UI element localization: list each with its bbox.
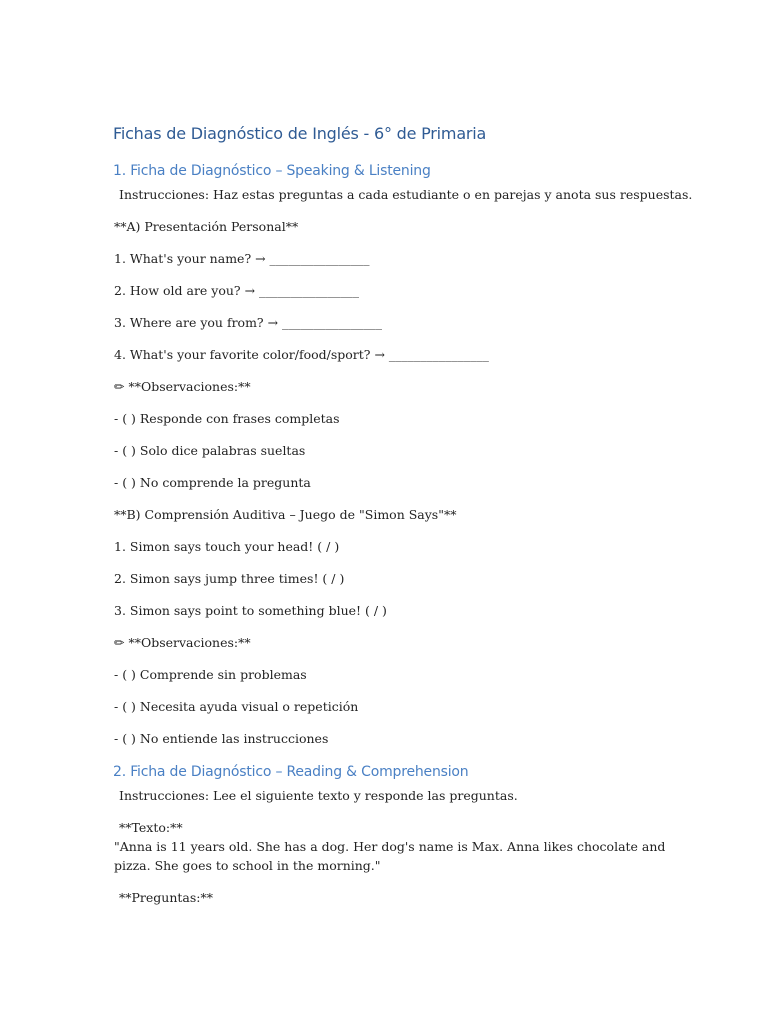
part-a-observations-label: ✏ **Observaciones:**: [114, 379, 251, 394]
part-b-heading: **B) Comprensión Auditiva – Juego de "Simon Says"**: [114, 507, 457, 522]
part-a-heading: **A) Presentación Personal**: [114, 219, 299, 234]
part-b-observation: - ( ) Necesita ayuda visual o repetición: [114, 699, 359, 714]
part-b-observation: - ( ) No entiende las instrucciones: [114, 731, 329, 746]
part-b-observation: - ( ) Comprende sin problemas: [114, 667, 307, 682]
section-1-heading: 1. Ficha de Diagnóstico – Speaking & Listening: [113, 163, 431, 179]
part-a-question: 1. What's your name? → ________________: [114, 251, 370, 266]
part-a-observation: - ( ) Responde con frases completas: [114, 411, 340, 426]
part-a-question: 4. What's your favorite color/food/sport? → ________________: [114, 347, 489, 362]
part-b-question: 2. Simon says jump three times! ( / ): [114, 571, 345, 586]
section-2-heading: 2. Ficha de Diagnóstico – Reading & Comprehension: [113, 764, 469, 780]
part-a-observation: - ( ) Solo dice palabras sueltas: [114, 443, 306, 458]
text-label: **Texto:**: [119, 820, 183, 835]
part-b-question: 1. Simon says touch your head! ( / ): [114, 539, 340, 554]
section-2-instructions: Instrucciones: Lee el siguiente texto y responde las preguntas.: [119, 788, 518, 803]
part-b-observations-label: ✏ **Observaciones:**: [114, 635, 251, 650]
part-a-observation: - ( ) No comprende la pregunta: [114, 475, 311, 490]
section-1-instructions: Instrucciones: Haz estas preguntas a cada estudiante o en parejas y anota sus respuestas.: [119, 187, 693, 202]
reading-passage: "Anna is 11 years old. She has a dog. Her dog's name is Max. Anna likes chocolate and pizza. She goes to school in the morning.": [114, 839, 666, 873]
questions-label: **Preguntas:**: [119, 890, 213, 905]
part-b-question: 3. Simon says point to something blue! ( / ): [114, 603, 387, 618]
part-a-question: 3. Where are you from? → ________________: [114, 315, 383, 330]
part-a-question: 2. How old are you? → ________________: [114, 283, 360, 298]
document-title: Fichas de Diagnóstico de Inglés - 6° de Primaria: [113, 124, 487, 143]
